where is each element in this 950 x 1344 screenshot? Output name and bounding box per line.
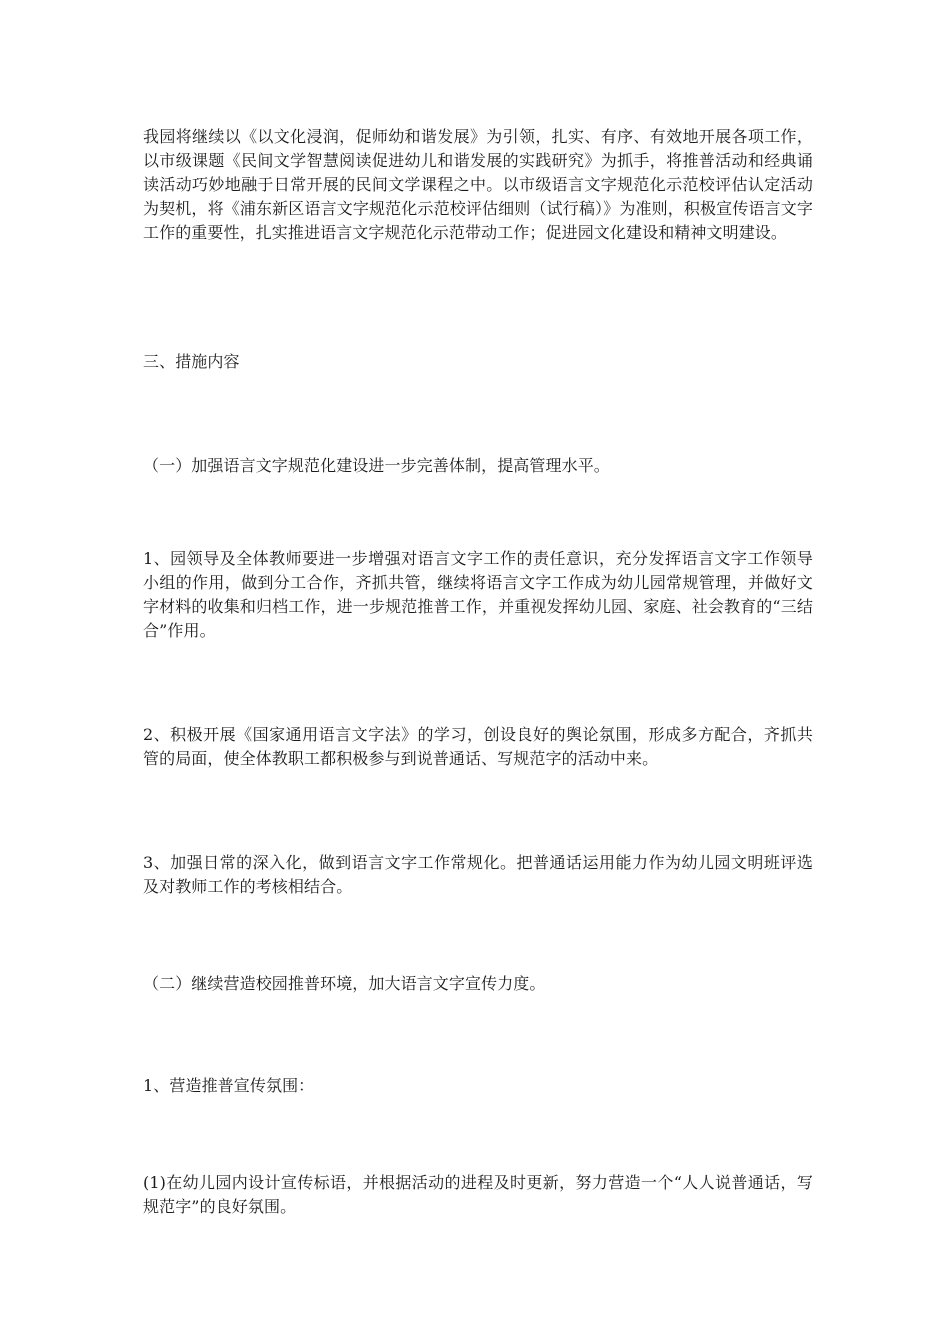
- item-two-paragraph: 2、积极开展《国家通用语言文字法》的学习，创设良好的舆论氛围，形成多方配合，齐抓共管的局面，使全体教职工都积极参与到说普通话、写规范字的活动中来。: [143, 725, 813, 768]
- subsection-one-heading: （一）加强语言文字规范化建设进一步完善体制，提高管理水平。: [143, 456, 610, 475]
- item-three-paragraph: 3、加强日常的深入化，做到语言文字工作常规化。把普通话运用能力作为幼儿园文明班评选及对教师工作的考核相结合。: [143, 853, 813, 896]
- subsection-two-item-one-point-one: (1)在幼儿园内设计宣传标语，并根据活动的进程及时更新，努力营造一个“人人说普通话，写规范字”的良好氛围。: [143, 1173, 813, 1216]
- intro-paragraph: 我园将继续以《以文化浸润，促师幼和谐发展》为引领，扎实、有序、有效地开展各项工作，以市级课题《民间文学智慧阅读促进幼儿和谐发展的实践研究》为抓手，将推普活动和经典诵读活动巧妙地融于日常开展的民间文学课程之中。以市级语言文字规范化示范校评估认定活动为契机，将《浦东新区语言文字规范化示范校评估细则（试行稿）》为准则，积极宣传语言文字工作的重要性，扎实推进语言文字规范化示范带动工作；促进园文化建设和精神文明建设。: [143, 127, 813, 242]
- item-one-paragraph: 1、园领导及全体教师要进一步增强对语言文字工作的责任意识，充分发挥语言文字工作领导小组的作用，做到分工合作，齐抓共管，继续将语言文字工作成为幼儿园常规管理，并做好文字材料的收集和归档工作，进一步规范推普工作，并重视发挥幼儿园、家庭、社会教育的“三结合”作用。: [143, 549, 813, 640]
- subsection-two-item-one: 1、营造推普宣传氛围：: [143, 1076, 315, 1095]
- section-three-heading: 三、措施内容: [143, 352, 240, 371]
- subsection-two-heading: （二）继续营造校园推普环境，加大语言文字宣传力度。: [143, 974, 546, 993]
